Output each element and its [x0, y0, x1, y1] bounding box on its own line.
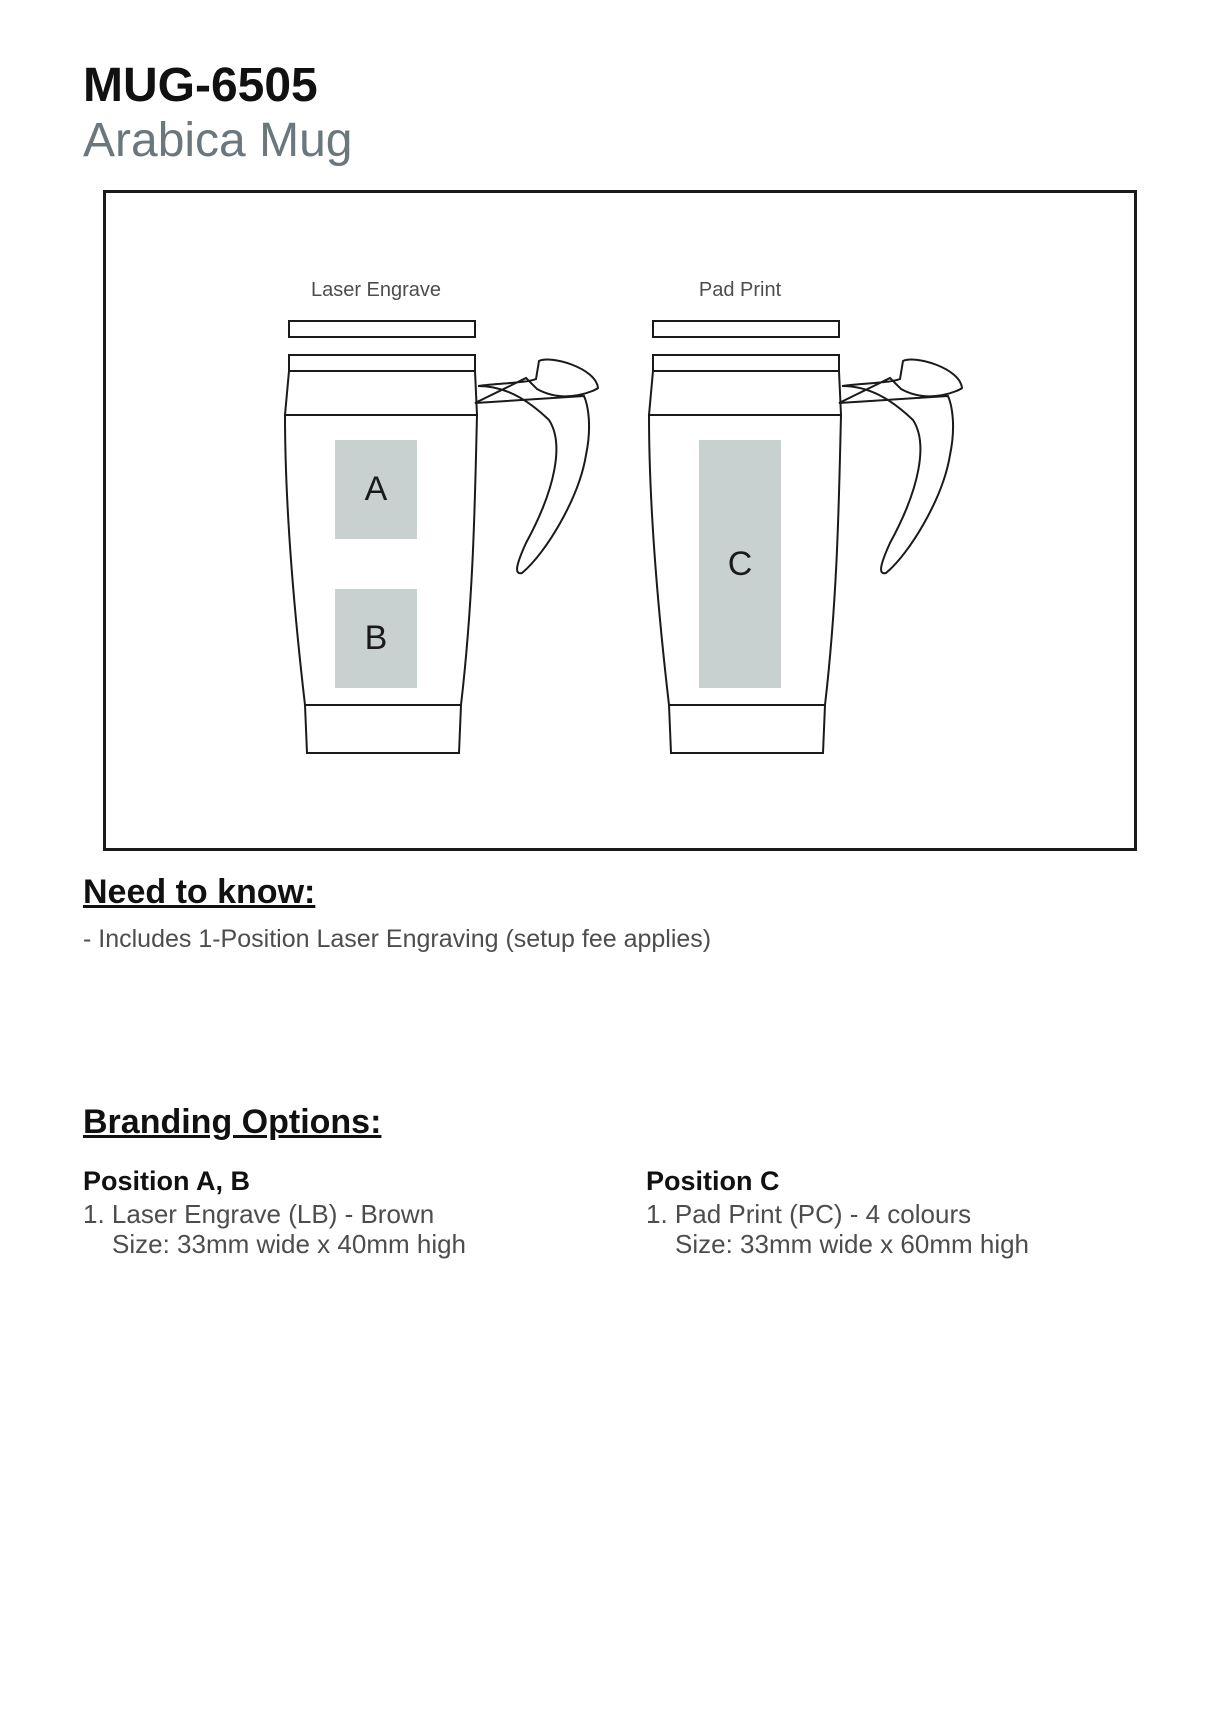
branding-diagram [103, 190, 1137, 851]
zone-b-label: B [364, 619, 388, 657]
product-name: Arabica Mug [83, 114, 353, 167]
branding-options-heading: Branding Options: [83, 1103, 382, 1141]
mug-left-illustration [285, 321, 598, 753]
position-c-size: Size: 33mm wide x 60mm high [675, 1229, 1030, 1259]
position-c-heading: Position C [646, 1166, 780, 1196]
need-to-know-item: - Includes 1-Position Laser Engraving (setup fee applies) [83, 925, 712, 953]
mug-right-illustration [649, 321, 962, 753]
product-code: MUG-6505 [83, 59, 318, 112]
position-c-method: 1. Pad Print (PC) - 4 colours [646, 1199, 972, 1229]
zone-a-label: A [364, 470, 388, 508]
position-ab-method: 1. Laser Engrave (LB) - Brown [83, 1199, 435, 1229]
position-ab-heading: Position A, B [83, 1166, 250, 1196]
zone-c-label: C [727, 545, 753, 583]
position-ab-size: Size: 33mm wide x 40mm high [112, 1229, 467, 1259]
pad-print-label: Pad Print [698, 279, 782, 301]
mug-drawings [106, 193, 1134, 848]
need-to-know-heading: Need to know: [83, 873, 316, 911]
laser-engrave-label: Laser Engrave [310, 279, 442, 301]
